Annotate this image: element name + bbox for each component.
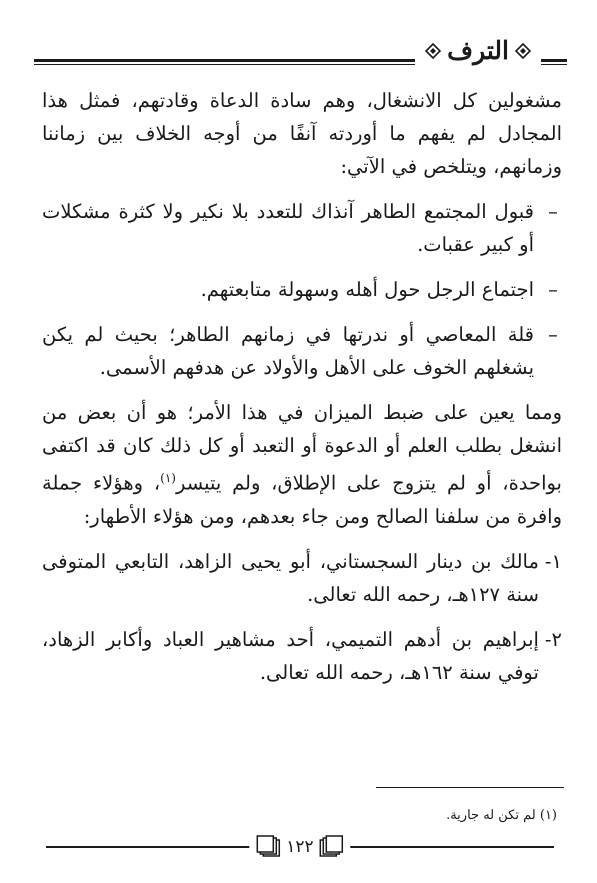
numbered-item — [42, 623, 562, 689]
diamond-ornament-icon — [515, 43, 531, 59]
bullet-item — [42, 195, 562, 261]
footnote-separator — [376, 787, 564, 788]
bullet-text: قلة المعاصي أو ندرتها في زمانهم الطاهر؛ بحيث لم يكن يشغلهم الخوف على الأهل والأولاد عن هدفهم الأسمى. — [42, 323, 534, 379]
header-title-box — [415, 36, 541, 66]
numbered-item — [42, 545, 562, 611]
paragraph-text: ، وهؤلاء جملة وافرة من سلفنا الصالح ومن جاء بعدهم، ومن هؤلاء الأطهار: — [42, 471, 562, 528]
bullet-text: قبول المجتمع الطاهر آنذاك للتعدد بلا نكير ولا كثرة مشكلات أو كبير عقبات. — [42, 200, 534, 256]
item-number: ٢- — [544, 627, 562, 651]
item-number: ١- — [544, 549, 562, 573]
diamond-ornament-icon — [425, 43, 441, 59]
running-header — [34, 34, 567, 68]
page-number: ١٢٢ — [286, 837, 314, 857]
bullet-text: اجتماع الرجل حول أهله وسهولة متابعتهم. — [200, 278, 534, 301]
body-text — [42, 84, 562, 701]
dash-marker: – — [548, 278, 558, 301]
footnote — [446, 808, 557, 823]
chapter-title: الترف — [447, 36, 509, 65]
footnote-reference[interactable]: (١) — [160, 471, 176, 485]
item-text: إبراهيم بن أدهم التميمي، أحد مشاهير العباد وأكابر الزهاد، توفي سنة ١٦٢هـ، رحمه الله تعالى. — [42, 627, 539, 684]
page-footer — [46, 833, 554, 863]
intro-paragraph: مشغولين كل الانشغال، وهم سادة الدعاة وقادتهم، فمثل هذا المجادل لم يفهم ما أوردته آنفًا من أوجه الخلاف بين زماننا وزمانهم، ويتلخص في الآتي: — [42, 89, 562, 178]
dash-marker: – — [548, 323, 558, 346]
second-paragraph — [42, 396, 562, 533]
book-icon — [319, 835, 345, 859]
page-number-box — [249, 833, 350, 861]
paragraph-text: ومما يعين على ضبط الميزان في هذا الأمر؛ هو أن بعض من انشغل بطلب العلم أو الدعوة أو التعبد أو كل ذلك كان قد اكتفى بواحدة، أو لم يتزوج على الإطلاق، ولم يتيسر — [42, 401, 562, 495]
bullet-item — [42, 273, 562, 306]
book-icon — [255, 835, 281, 859]
footnote-text: لم تكن له جارية. — [446, 808, 536, 823]
item-text: مالك بن دينار السجستاني، أبو يحيى الزاهد، التابعي المتوفى سنة ١٢٧هـ، رحمه الله تعالى. — [42, 549, 539, 606]
dash-marker: – — [548, 200, 558, 223]
bullet-item — [42, 318, 562, 384]
footnote-marker: (١) — [539, 808, 557, 823]
